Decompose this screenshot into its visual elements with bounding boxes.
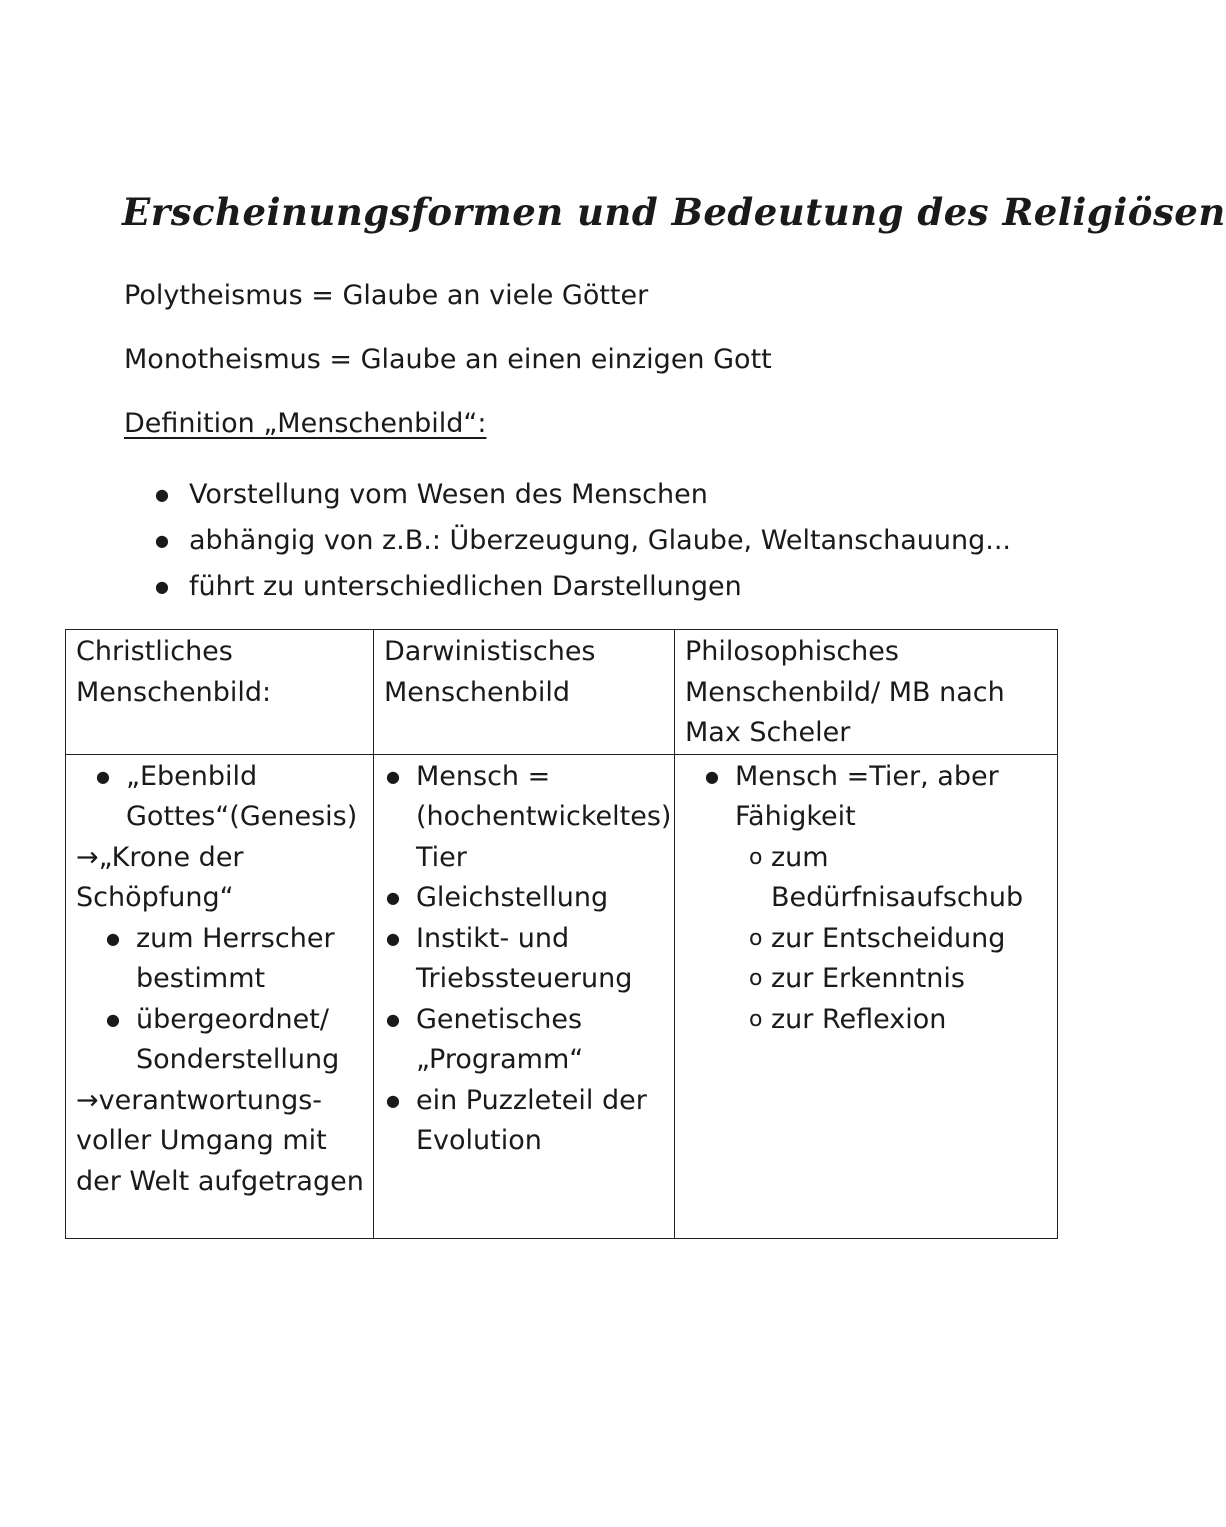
list-item: ● führt zu unterschiedlichen Darstellungen bbox=[155, 564, 1011, 610]
darwinistisch-bullet: ● ein Puzzleteil der Evolution bbox=[384, 1081, 666, 1162]
darwinistisch-bullet: ● Mensch = (hochentwickeltes) Tier bbox=[384, 757, 666, 879]
philosophisch-subpoint: o zum Bedürfnisaufschub bbox=[749, 838, 1049, 919]
list-item: ● Vorstellung vom Wesen des Menschen bbox=[155, 472, 1011, 518]
christlich-subpoint: ● übergeordnet/ Sonderstellung bbox=[104, 1000, 365, 1081]
philosophisch-bullet: ● Mensch =Tier, aber Fähigkeit bbox=[703, 757, 1049, 838]
header-christlich: Christliches Menschenbild: bbox=[66, 630, 374, 755]
christlich-subpoint: ● zum Herrscher bestimmt bbox=[104, 919, 365, 1000]
header-darwinistisch: Darwinistisches Menschenbild bbox=[374, 630, 675, 755]
christlich-arrow-note: →„Krone der Schöpfung“ bbox=[76, 841, 244, 913]
christlich-bullet: ● „Ebenbild Gottes“(Genesis) bbox=[94, 757, 365, 838]
christlich-arrow-note: →verantwortungs-voller Umgang mit der Welt aufgetragen bbox=[76, 1084, 364, 1197]
philosophisch-subpoint: o zur Entscheidung bbox=[749, 919, 1049, 960]
philosophisch-subpoint: o zur Erkenntnis bbox=[749, 959, 1049, 1000]
darwinistisch-bullet: ● Gleichstellung bbox=[384, 878, 666, 919]
definition-polytheismus: Polytheismus = Glaube an viele Götter bbox=[124, 280, 649, 311]
menschenbild-table bbox=[65, 629, 1058, 1239]
cell-christlich bbox=[66, 754, 374, 1239]
header-philosophisch: Philosophisches Menschenbild/ MB nach Max Scheler bbox=[675, 630, 1058, 755]
page-title: Erscheinungsformen und Bedeutung des Religiösen bbox=[122, 190, 1226, 234]
menschenbild-heading: Definition „Menschenbild“: bbox=[124, 408, 487, 439]
cell-philosophisch bbox=[675, 754, 1058, 1239]
cell-darwinistisch bbox=[374, 754, 675, 1239]
darwinistisch-bullet: ● Genetisches „Programm“ bbox=[384, 1000, 666, 1081]
definition-monotheismus: Monotheismus = Glaube an einen einzigen Gott bbox=[124, 344, 772, 375]
list-item: ● abhängig von z.B.: Überzeugung, Glaube, Weltanschauung... bbox=[155, 518, 1011, 564]
darwinistisch-bullet: ● Instikt- und Triebssteuerung bbox=[384, 919, 666, 1000]
philosophisch-subpoint: o zur Reflexion bbox=[749, 1000, 1049, 1041]
table-header-row bbox=[66, 630, 1058, 755]
menschenbild-definition-list bbox=[155, 472, 1011, 610]
table-row bbox=[66, 754, 1058, 1239]
